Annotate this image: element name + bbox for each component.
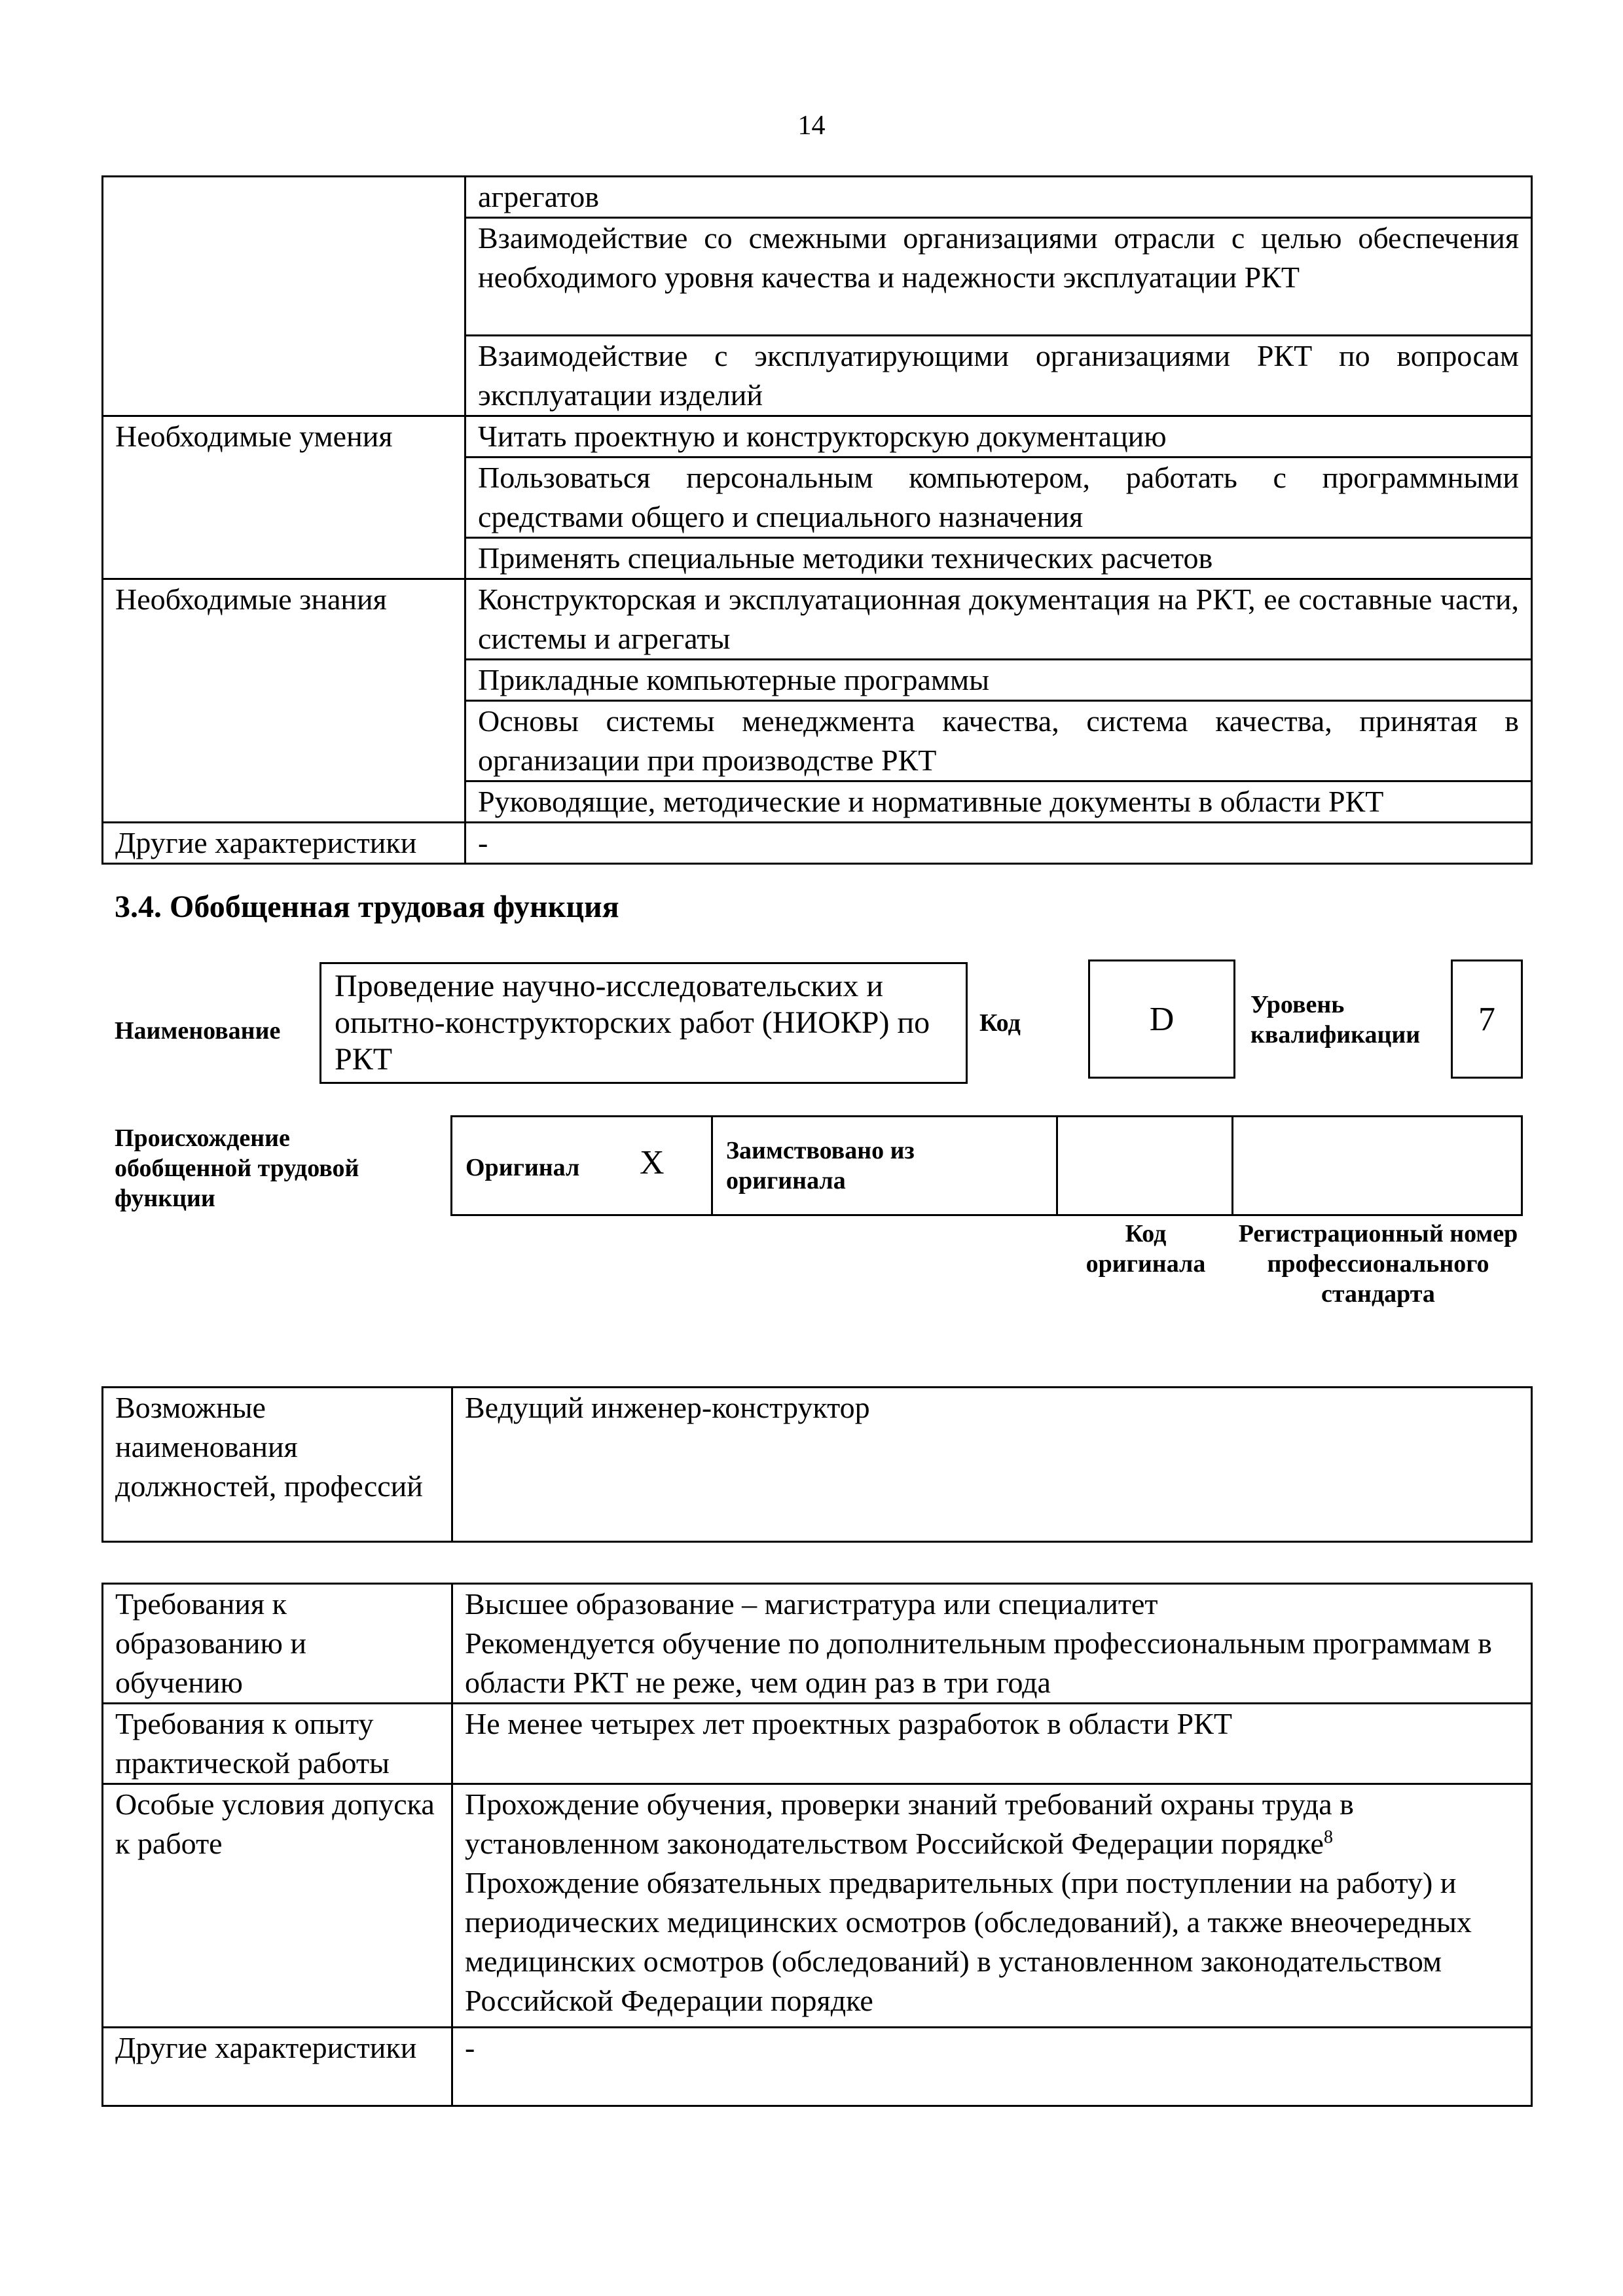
education-line: Высшее образование – магистратура или специалитет: [465, 1587, 1158, 1621]
education-line: Рекомендуется обучение по дополнительным профессиональным программам в области РКТ не реже, чем один раз в три года: [465, 1626, 1492, 1699]
row-value: Читать проектную и конструкторскую документацию: [465, 416, 1532, 457]
row-label-knowledge: Необходимые знания: [103, 579, 465, 823]
experience-value: Не менее четырех лет проектных разработок в области РКТ: [452, 1704, 1532, 1784]
section-heading: 3.4. Обобщенная трудовая функция: [115, 889, 619, 924]
qualification-level: 7: [1451, 960, 1523, 1079]
admission-label: Особые условия допуска к работе: [103, 1784, 452, 2028]
other-value: -: [452, 2028, 1532, 2106]
row-label-other: Другие характеристики: [103, 823, 465, 864]
original-mark: X: [640, 1144, 665, 1181]
admission-value: [452, 1784, 1532, 2028]
requirements-table: [101, 1583, 1533, 2107]
row-value: Применять специальные методики технических расчетов: [465, 538, 1532, 579]
reg-caption: Регистрационный номер профессионального стандарта: [1238, 1220, 1518, 1308]
origin-box: [450, 1115, 1523, 1216]
row-value: -: [465, 823, 1532, 864]
row-value: Основы системы менеджмента качества, система качества, принятая в организации при производстве РКТ: [465, 701, 1532, 781]
knowledge-skills-table: [101, 175, 1533, 865]
row-value: Конструкторская и эксплуатационная документация на РКТ, ее составные части, системы и агрегаты: [465, 579, 1532, 660]
row-value: Взаимодействие с эксплуатирующими организациями РКТ по вопросам эксплуатации изделий: [465, 336, 1532, 416]
table-row: [103, 823, 1532, 864]
table-row: [103, 1584, 1532, 1704]
positions-label: Возможные наименования должностей, профессий: [103, 1388, 452, 1542]
function-name: Проведение научно-исследовательских и опытно-конструкторских работ (НИОКР) по РКТ: [319, 962, 968, 1084]
row-label-skills: Необходимые умения: [103, 416, 465, 579]
code-label: Код: [979, 1009, 1021, 1037]
function-code: D: [1088, 960, 1235, 1079]
admission-line: Прохождение обязательных предварительных (при поступлении на работу) и периодических медицинских осмотров (обследований), а также внеочередных медицинских осмотров (обследований) в установленном законодательством Российской Федерации порядке: [465, 1866, 1472, 2017]
row-label: [103, 177, 465, 416]
row-value: Взаимодействие со смежными организациями отрасли с целью обеспечения необходимого уровня качества и надежности эксплуатации РКТ: [465, 218, 1532, 336]
origin-label: Происхождение обобщенной трудовой функции: [115, 1124, 359, 1212]
original-label: Оригинал: [465, 1154, 580, 1181]
footnote-mark: 8: [1323, 1827, 1333, 1848]
positions-value: Ведущий инженер-конструктор: [452, 1388, 1532, 1542]
divider: [1231, 1117, 1233, 1214]
table-row: [103, 1784, 1532, 2028]
borrowed-label: Заимствовано из оригинала: [726, 1137, 915, 1194]
table-row: [103, 177, 1532, 218]
row-value: Руководящие, методические и нормативные документы в области РКТ: [465, 781, 1532, 823]
level-label: Уровень квалификации: [1250, 991, 1421, 1049]
experience-label: Требования к опыту практической работы: [103, 1704, 452, 1784]
other-label: Другие характеристики: [103, 2028, 452, 2106]
code-caption: Код оригинала: [1085, 1220, 1206, 1278]
divider: [711, 1117, 713, 1214]
row-value: Пользоваться персональным компьютером, работать с программными средствами общего и специального назначения: [465, 457, 1532, 538]
education-label: Требования к образованию и обучению: [103, 1584, 452, 1704]
education-value: [452, 1584, 1532, 1704]
table-row: [103, 2028, 1532, 2106]
table-row: [103, 1704, 1532, 1784]
divider: [1056, 1117, 1058, 1214]
row-value: Прикладные компьютерные программы: [465, 660, 1532, 701]
name-label: Наименование: [115, 1017, 281, 1045]
table-row: [103, 579, 1532, 660]
table-row: [103, 1388, 1532, 1542]
page-number: 14: [797, 111, 826, 141]
row-value: агрегатов: [465, 177, 1532, 218]
admission-line: [465, 1785, 1519, 1863]
positions-table: [101, 1386, 1533, 1543]
admission-text: Прохождение обучения, проверки знаний требований охраны труда в установленном законодательством Российской Федерации порядке: [465, 1787, 1354, 1860]
table-row: [103, 416, 1532, 457]
